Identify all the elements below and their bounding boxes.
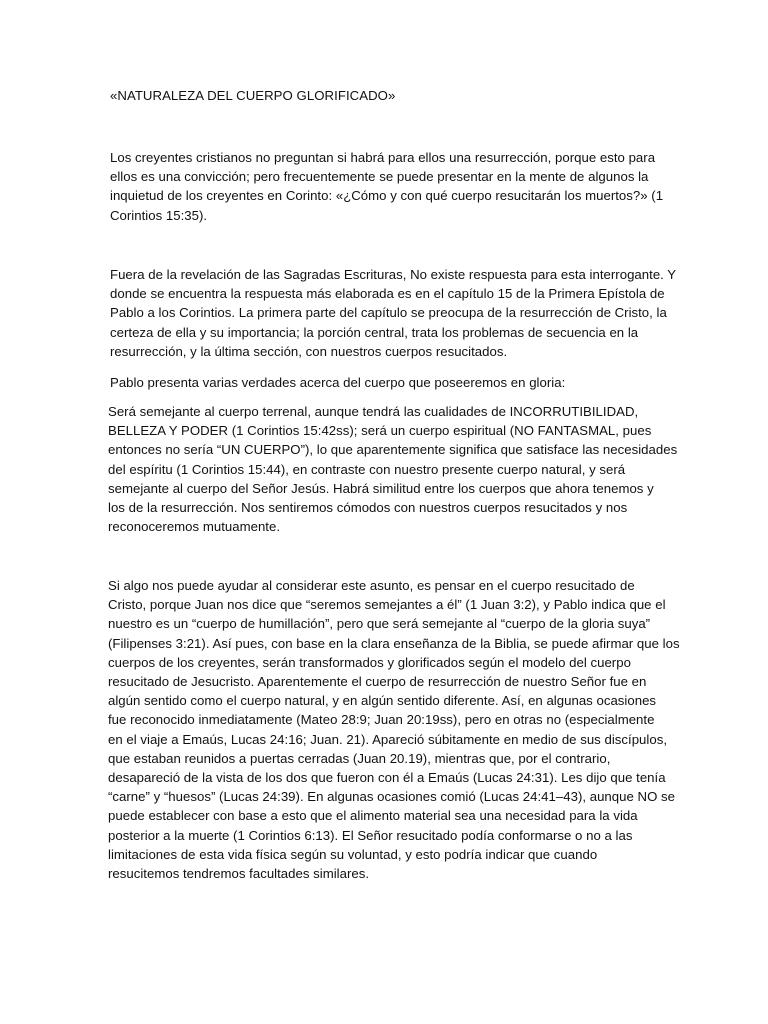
text-line: “carne” y “huesos” (Lucas 24:39). En algunas ocasiones comió (Lucas 24:41–43), aunque NO se xyxy=(108,789,676,805)
text-line: Si algo nos puede ayudar al considerar este asunto, es pensar en el cuerpo resucitado de xyxy=(108,578,635,593)
text-line: certeza de ella y su importancia; la porción central, trata los problemas de secuencia en la xyxy=(110,324,639,340)
paragraph-christ-body xyxy=(108,576,680,883)
text-line: inquietud de los creyentes en Corinto: «¿Cómo y con qué cuerpo resucitarán los muertos?» (1 xyxy=(110,188,664,204)
text-line: cuerpos de los creyentes, serán transformados y glorificados según el modelo del cuerpo xyxy=(108,654,631,670)
text-line: resucitemos tendremos facultades similares. xyxy=(108,866,370,882)
paragraph-revelation xyxy=(110,265,676,361)
text-line: Pablo presenta varias verdades acerca del cuerpo que poseeremos en gloria: xyxy=(110,375,566,390)
document-title: «NATURALEZA DEL CUERPO GLORIFICADO» xyxy=(110,88,396,103)
text-line: fue reconocido inmediatamente (Mateo 28:9; Juan 20:19ss), pero en otras no (especialmente xyxy=(108,712,655,728)
text-line: donde se encuentra la respuesta más elaborada es en el capítulo 15 de la Primera Epístola de xyxy=(110,286,665,302)
text-line: reconoceremos mutuamente. xyxy=(108,519,281,535)
text-line: Será semejante al cuerpo terrenal, aunque tendrá las cualidades de INCORRUTIBILIDAD, xyxy=(108,404,639,419)
paragraph-intro xyxy=(110,148,663,225)
text-line: ellos es una convicción; pero frecuentemente se puede presentar en la mente de algunos la xyxy=(110,169,649,185)
paragraph-pablo xyxy=(110,373,565,392)
text-line: limitaciones de esta vida física según su voluntad, y esto podría indicar que cuando xyxy=(108,846,598,862)
text-line: entonces no sería “UN CUERPO”), lo que aparentemente significa que satisface las necesidades xyxy=(108,442,678,458)
text-line: resucitado de Jesucristo. Aparentemente el cuerpo de resurrección de nuestro Señor fue en xyxy=(108,674,647,690)
text-line: que estaban reunidos a puertas cerradas (Juan 20.19), mientras que, por el contrario, xyxy=(108,750,611,766)
text-line: Fuera de la revelación de las Sagradas Escrituras, No existe respuesta para esta interrogante. Y xyxy=(110,267,677,282)
text-line: posterior a la muerte (1 Corintios 6:13). El Señor resucitado podía conformarse o no a las xyxy=(108,827,633,843)
text-line: Los creyentes cristianos no preguntan si habrá para ellos una resurrección, porque esto para xyxy=(110,150,656,165)
text-line: desapareció de la vista de los dos que fueron con él a Emaús (Lucas 24:31). Les dijo que tenía xyxy=(108,770,666,786)
text-line: puede establecer con base a esto que el alimento material sea una necesidad para la vida xyxy=(108,808,638,824)
text-line: Cristo, porque Juan nos dice que “seremos semejantes a él” (1 Juan 3:2), y Pablo indica que el xyxy=(108,597,666,613)
text-line: del espíritu (1 Corintios 15:44), en contraste con nuestro presente cuerpo natural, y será xyxy=(108,461,626,477)
text-line: (Filipenses 3:21). Así pues, con base en la clara enseñanza de la Biblia, se puede afirmar que los xyxy=(108,635,680,651)
text-line: en el viaje a Emaús, Lucas 24:16; Juan. 21). Apareció súbitamente en medio de sus discípulos, xyxy=(108,731,667,747)
text-line: resurrección, y la última sección, con nuestros cuerpos resucitados. xyxy=(110,343,508,359)
text-line: Pablo a los Corintios. La primera parte del capítulo se preocupa de la resurrección de Cristo, la xyxy=(110,305,667,321)
text-line: Corintios 15:35). xyxy=(110,207,208,223)
text-line: semejante al cuerpo del Señor Jesús. Habrá similitud entre los cuerpos que ahora tenemos y xyxy=(108,480,654,496)
text-line: BELLEZA Y PODER (1 Corintios 15:42ss); será un cuerpo espiritual (NO FANTASMAL, pues xyxy=(108,423,652,439)
text-line: nuestro es un “cuerpo de humillación”, pero que será semejante al “cuerpo de la gloria suya” xyxy=(108,616,651,632)
text-line: los de la resurrección. Nos sentiremos cómodos con nuestros cuerpos resucitados y nos xyxy=(108,500,628,516)
paragraph-qualities xyxy=(108,402,677,536)
text-line: algún sentido como el cuerpo natural, y en algún sentido diferente. Así, en algunas ocasiones xyxy=(108,693,657,709)
